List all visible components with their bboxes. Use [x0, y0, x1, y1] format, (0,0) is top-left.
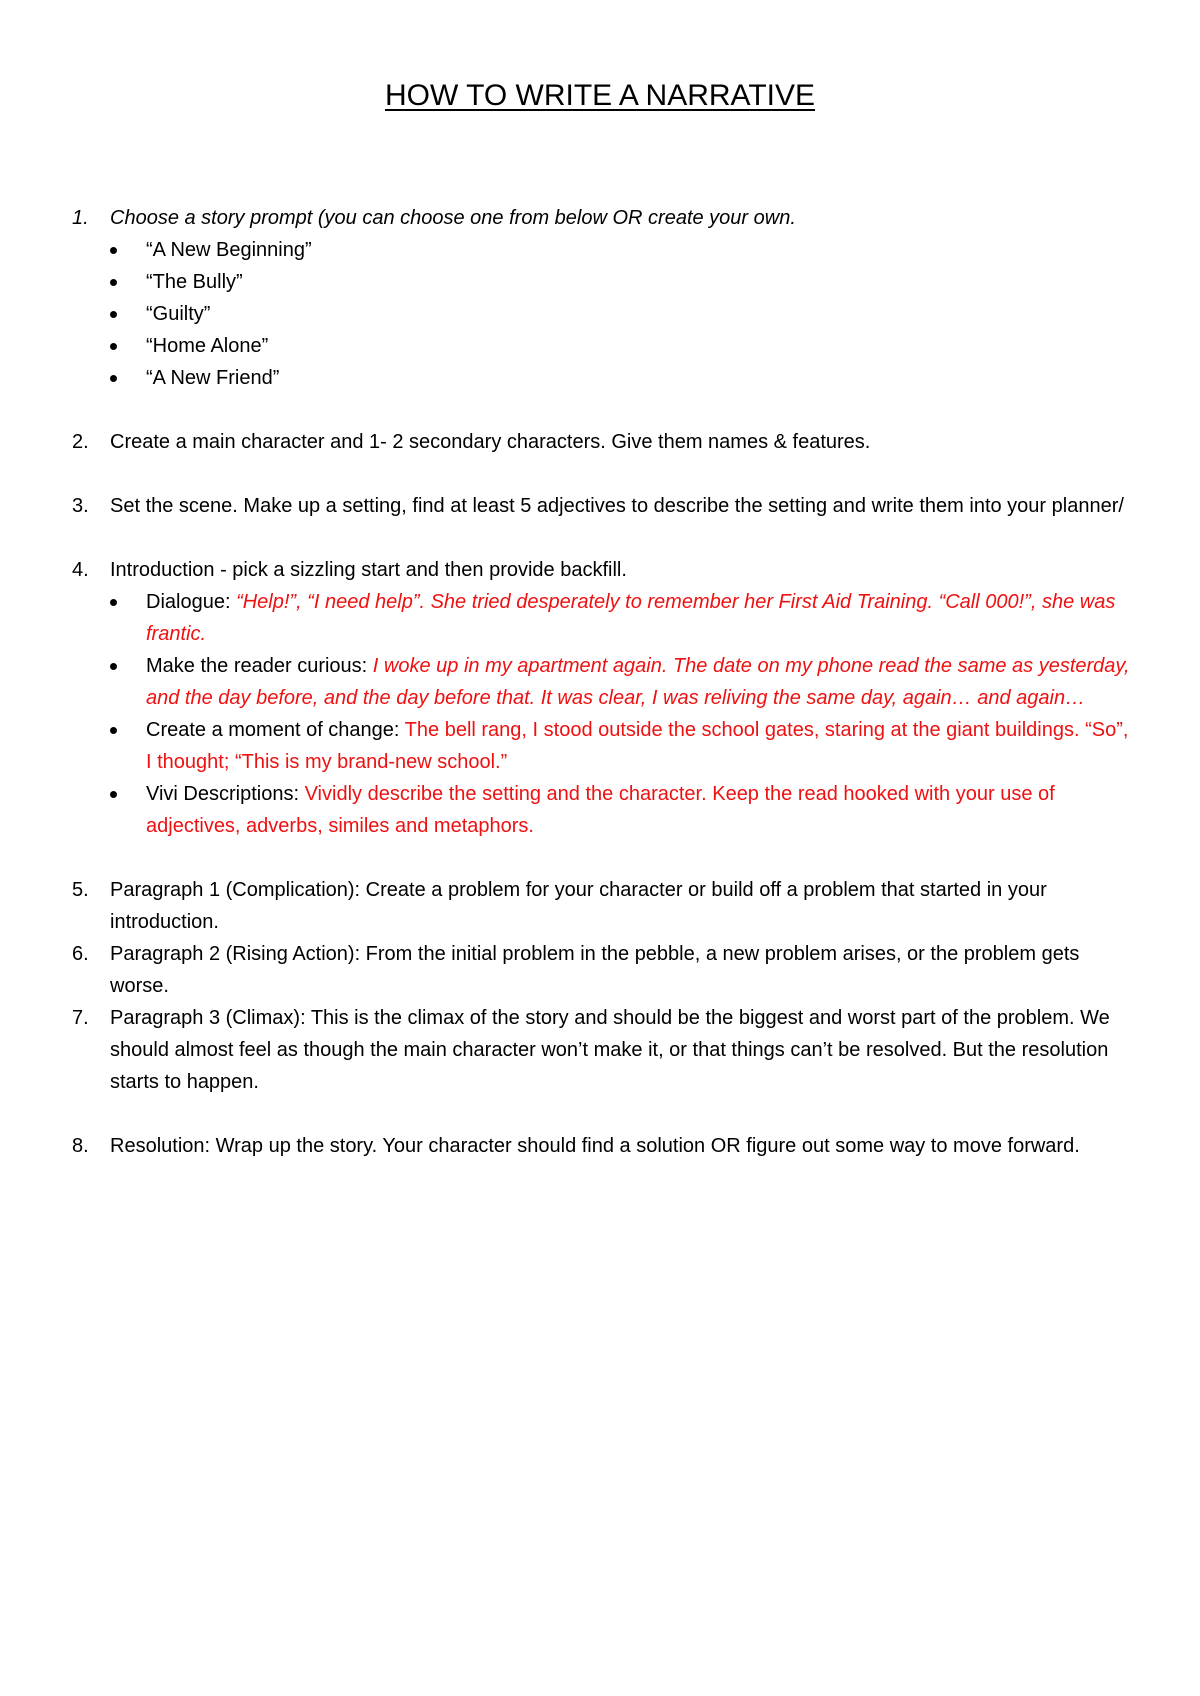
bullet-icon — [110, 791, 117, 798]
bullet-icon — [110, 247, 117, 254]
bullet-icon — [110, 279, 117, 286]
step-text: Resolution: Wrap up the story. Your character should find a solution OR figure out some way to move forward. — [110, 1135, 1080, 1157]
step-text: Paragraph 1 (Complication): Create a problem for your character or build off a problem that started in your introduction. — [110, 879, 1047, 933]
step-number: 5. — [72, 879, 89, 901]
spacer — [0, 394, 1200, 426]
step-number: 2. — [72, 431, 89, 453]
step-5 — [0, 874, 1200, 938]
spacer — [0, 458, 1200, 490]
prompt-text: “Home Alone” — [146, 335, 269, 357]
title-text: HOW TO WRITE A NARRATIVE — [384, 79, 816, 112]
technique-example: The bell rang, I stood outside the school gates, staring at the giant buildings. “So”, I thought; “This is my brand-new school.” — [146, 719, 1129, 773]
technique-label: Vivi Descriptions: — [146, 783, 305, 805]
prompt-text: “A New Beginning” — [146, 239, 312, 261]
step-1 — [0, 202, 1200, 234]
spacer — [0, 842, 1200, 874]
step-text: Paragraph 2 (Rising Action): From the initial problem in the pebble, a new problem arises, or the problem gets worse. — [110, 943, 1080, 997]
technique-dialogue — [0, 586, 1200, 650]
step-7 — [0, 1002, 1200, 1098]
technique-vivid-descriptions — [0, 778, 1200, 842]
step-number: 1. — [72, 207, 89, 229]
technique-label: Create a moment of change: — [146, 719, 405, 741]
prompt-text: “The Bully” — [146, 271, 243, 293]
step-text: Choose a story prompt (you can choose one from below OR create your own. — [110, 207, 796, 229]
prompt-item — [0, 298, 1200, 330]
step-number: 6. — [72, 943, 89, 965]
technique-moment-of-change — [0, 714, 1200, 778]
bullet-icon — [110, 311, 117, 318]
step-text: Create a main character and 1- 2 secondary characters. Give them names & features. — [110, 431, 871, 453]
bullet-icon — [110, 727, 117, 734]
bullet-icon — [110, 343, 117, 350]
bullet-icon — [110, 599, 117, 606]
step-number: 7. — [72, 1007, 89, 1029]
bullet-icon — [110, 663, 117, 670]
step-3 — [0, 490, 1200, 522]
step-2 — [0, 426, 1200, 458]
step-text: Set the scene. Make up a setting, find at least 5 adjectives to describe the setting and write them into your planner/ — [110, 495, 1124, 517]
step-text: Introduction - pick a sizzling start and then provide backfill. — [110, 559, 627, 581]
step-4 — [0, 554, 1200, 586]
prompt-text: “Guilty” — [146, 303, 211, 325]
technique-example: Vividly describe the setting and the character. Keep the read hooked with your use of adjectives, adverbs, similes and metaphors. — [146, 783, 1055, 837]
bullet-icon — [110, 375, 117, 382]
technique-curious — [0, 650, 1200, 714]
technique-label: Make the reader curious: — [146, 655, 373, 677]
technique-example: “Help!”, “I need help”. She tried desperately to remember her First Aid Training. “Call 000!”, she was frantic. — [146, 591, 1116, 645]
prompt-item — [0, 330, 1200, 362]
prompt-item — [0, 234, 1200, 266]
technique-label: Dialogue: — [146, 591, 237, 613]
prompt-text: “A New Friend” — [146, 367, 280, 389]
step-number: 3. — [72, 495, 89, 517]
spacer — [0, 1098, 1200, 1130]
instructions-list — [0, 202, 1200, 1162]
step-number: 4. — [72, 559, 89, 581]
step-8 — [0, 1130, 1200, 1162]
technique-example: I woke up in my apartment again. The date on my phone read the same as yesterday, and the day before, and the day before that. It was clear, I was reliving the same day, again… and again… — [146, 655, 1130, 709]
step-number: 8. — [72, 1135, 89, 1157]
document-title — [0, 78, 1200, 114]
step-text: Paragraph 3 (Climax): This is the climax of the story and should be the biggest and worst part of the problem. We should almost feel as though the main character won’t make it, or that things can’t be resolved. But the resolution starts to happen. — [110, 1007, 1110, 1093]
prompt-item — [0, 362, 1200, 394]
spacer — [0, 522, 1200, 554]
prompt-item — [0, 266, 1200, 298]
step-6 — [0, 938, 1200, 1002]
